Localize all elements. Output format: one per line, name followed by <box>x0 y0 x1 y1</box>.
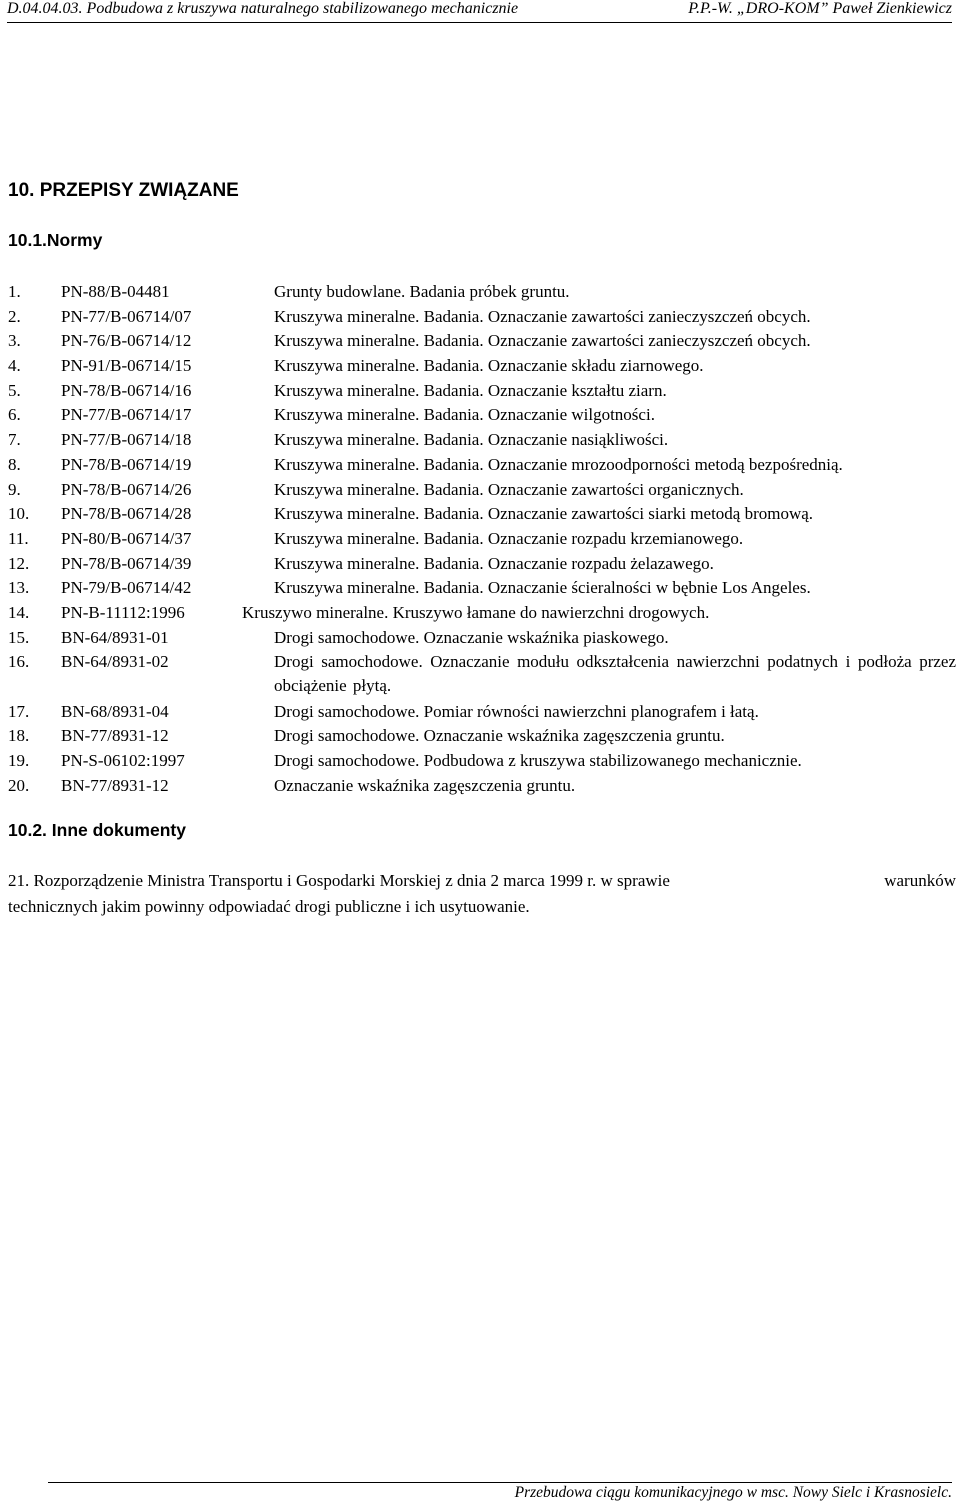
norm-code: BN-77/8931-12 <box>61 775 169 795</box>
norm-row <box>8 403 956 428</box>
norm-description: Kruszywa mineralne. Badania. Oznaczanie zawartości siarki metodą bromową. <box>274 504 814 524</box>
norm-code: PN-78/B-06714/16 <box>61 380 192 400</box>
norm-code: PN-78/B-06714/39 <box>61 553 192 573</box>
header-divider <box>7 22 952 23</box>
norm-code: PN-80/B-06714/37 <box>61 528 192 548</box>
norm-code: PN-78/B-06714/19 <box>61 454 192 474</box>
norm-number: 15. <box>8 627 30 647</box>
norm-number: 20. <box>8 775 30 795</box>
norm-number: 1. <box>8 282 21 301</box>
norm-row <box>8 749 956 774</box>
norm-description: Grunty budowlane. Badania próbek gruntu. <box>274 282 570 301</box>
norm-description: Drogi samochodowe. Oznaczanie modułu odkształcenia nawierzchni podatnych i podłoża przez obciążenie płytą. <box>274 652 956 696</box>
norm-number: 5. <box>8 380 21 400</box>
norm-description: Kruszywa mineralne. Badania. Oznaczanie rozpadu żelazawego. <box>274 553 714 573</box>
norm-number: 11. <box>8 528 29 548</box>
section-title: 10. PRZEPISY ZWIĄZANE <box>8 180 239 201</box>
norm-row <box>8 502 956 527</box>
norm-number: 7. <box>8 430 21 450</box>
norm-row <box>8 354 956 379</box>
norm-number: 16. <box>8 652 30 672</box>
norm-number: 4. <box>8 356 21 376</box>
norm-number: 19. <box>8 751 30 771</box>
norm-code: PN-78/B-06714/26 <box>61 479 192 499</box>
norm-description: Kruszywa mineralne. Badania. Oznaczanie mrozoodporności metodą bezpośrednią. <box>274 454 843 474</box>
norm-code: PN-B-11112:1996 <box>61 602 185 622</box>
norm-description: Kruszywo mineralne. Kruszywo łamane do nawierzchni drogowych. <box>242 602 710 622</box>
norm-row <box>8 552 956 577</box>
norm-number: 2. <box>8 306 21 326</box>
norm-row <box>8 774 956 799</box>
norm-code: PN-78/B-06714/28 <box>61 504 192 524</box>
norm-description: Kruszywa mineralne. Badania. Oznaczanie zawartości zanieczyszczeń obcych. <box>274 306 811 326</box>
norm-code: PN-76/B-06714/12 <box>61 331 192 351</box>
norm-description: Kruszywa mineralne. Badania. Oznaczanie wilgotności. <box>274 405 655 425</box>
norm-number: 8. <box>8 454 21 474</box>
norm-description: Kruszywa mineralne. Badania. Oznaczanie kształtu ziarn. <box>274 380 667 400</box>
norms-list <box>8 280 956 798</box>
norm-row <box>8 379 956 404</box>
norm-description: Kruszywa mineralne. Badania. Oznaczanie składu ziarnowego. <box>274 356 704 376</box>
norm-number: 12. <box>8 553 30 573</box>
norm-description: Drogi samochodowe. Podbudowa z kruszywa stabilizowanego mechanicznie. <box>274 751 802 771</box>
norm-row <box>8 453 956 478</box>
norm-description: Oznaczanie wskaźnika zagęszczenia gruntu. <box>274 775 576 795</box>
norm-code: BN-77/8931-12 <box>61 726 169 746</box>
other-doc-line-2: technicznych jakim powinny odpowiadać drogi publiczne i ich usytuowanie. <box>8 897 530 916</box>
norm-description: Kruszywa mineralne. Badania. Oznaczanie zawartości organicznych. <box>274 479 744 499</box>
header-document-code: D.04.04.03. Podbudowa z kruszywa naturalnego stabilizowanego mechanicznie <box>7 0 519 17</box>
norm-description: Kruszywa mineralne. Badania. Oznaczanie zawartości zanieczyszczeń obcych. <box>274 331 811 351</box>
norm-row <box>8 724 956 749</box>
norm-number: 17. <box>8 701 30 721</box>
norm-code: BN-68/8931-04 <box>61 701 169 721</box>
norm-code: PN-77/B-06714/07 <box>61 306 192 326</box>
page-header <box>7 0 952 24</box>
other-doc-text-tail: warunków <box>884 871 956 890</box>
norm-description: Kruszywa mineralne. Badania. Oznaczanie nasiąkliwości. <box>274 430 669 450</box>
other-docs-subtitle: 10.2. Inne dokumenty <box>8 820 186 840</box>
header-company: P.P.-W. „DRO-KOM” Paweł Zienkiewicz <box>688 0 952 17</box>
norm-number: 10. <box>8 504 30 524</box>
footer-divider <box>48 1482 952 1483</box>
norm-row <box>8 650 956 699</box>
norm-row <box>8 478 956 503</box>
norm-row <box>8 305 956 330</box>
page-footer: Przebudowa ciągu komunikacyjnego w msc. Nowy Sielc i Krasnosielc. <box>514 1484 952 1501</box>
norm-number: 18. <box>8 726 30 746</box>
other-doc-item <box>8 868 956 920</box>
norm-row <box>8 527 956 552</box>
norm-code: PN-91/B-06714/15 <box>61 356 192 376</box>
norm-number: 3. <box>8 331 21 351</box>
norm-code: PN-77/B-06714/18 <box>61 430 192 450</box>
norm-row <box>8 329 956 354</box>
norm-description: Kruszywa mineralne. Badania. Oznaczanie rozpadu krzemianowego. <box>274 528 744 548</box>
norm-description: Drogi samochodowe. Pomiar równości nawierzchni planografem i łatą. <box>274 701 759 721</box>
norm-code: PN-88/B-04481 <box>61 282 170 301</box>
norm-number: 9. <box>8 479 21 499</box>
norm-row <box>8 280 956 305</box>
norm-row <box>8 428 956 453</box>
norm-description: Drogi samochodowe. Oznaczanie wskaźnika zagęszczenia gruntu. <box>274 726 725 746</box>
norm-row <box>8 700 956 725</box>
norm-description: Kruszywa mineralne. Badania. Oznaczanie ścieralności w bębnie Los Angeles. <box>274 578 811 598</box>
other-doc-line-1 <box>8 868 956 894</box>
other-doc-text-main: 21. Rozporządzenie Ministra Transportu i Gospodarki Morskiej z dnia 2 marca 1999 r. w sprawie <box>8 871 670 890</box>
norm-row <box>8 576 956 601</box>
norm-code: PN-77/B-06714/17 <box>61 405 192 425</box>
norm-number: 14. <box>8 602 30 622</box>
norm-number: 6. <box>8 405 21 425</box>
norm-code: BN-64/8931-01 <box>61 627 169 647</box>
norm-code: PN-79/B-06714/42 <box>61 578 192 598</box>
norm-description: Drogi samochodowe. Oznaczanie wskaźnika piaskowego. <box>274 627 669 647</box>
norm-code: BN-64/8931-02 <box>61 652 169 672</box>
norm-number: 13. <box>8 578 30 598</box>
norm-code: PN-S-06102:1997 <box>61 751 185 771</box>
norms-subtitle: 10.1.Normy <box>8 230 103 250</box>
norm-row <box>8 626 956 651</box>
norm-row <box>8 601 956 626</box>
